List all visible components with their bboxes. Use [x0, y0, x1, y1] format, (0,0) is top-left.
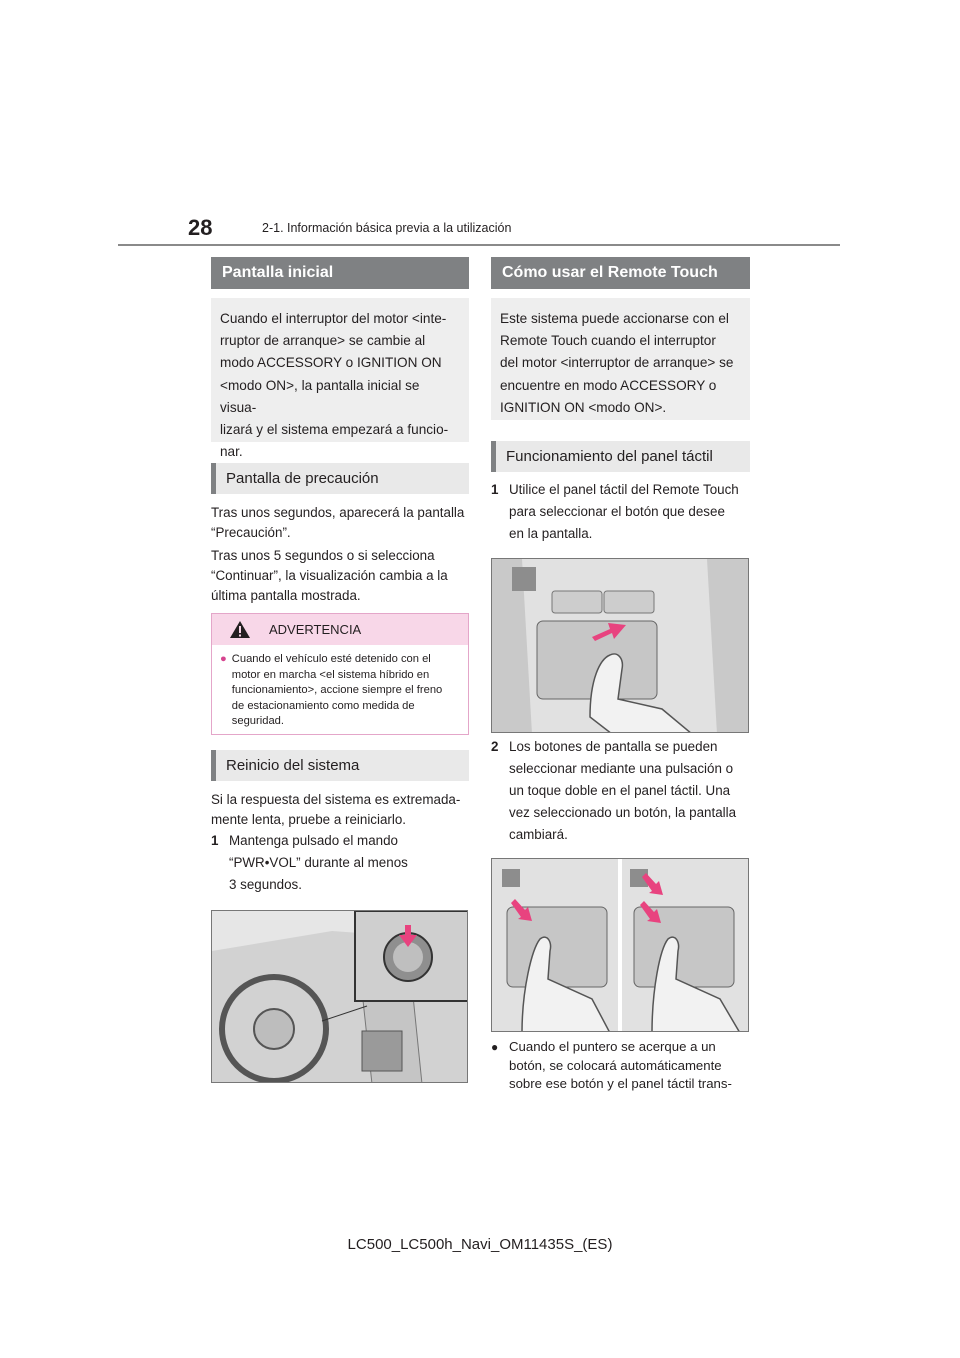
warning-triangle-icon	[229, 620, 251, 639]
text-line: última pantalla mostrada.	[211, 588, 361, 603]
warning-line: seguridad.	[231, 715, 285, 728]
paragraph-precaucion-2	[211, 546, 471, 606]
step-line: vez seleccionado un botón, la pantalla	[509, 805, 737, 820]
info-line: nar.	[220, 444, 243, 460]
step-line: Utilice el panel táctil del Remote Touch	[509, 482, 739, 497]
warning-title: ADVERTENCIA	[269, 622, 362, 637]
warning-line: Cuando el vehículo esté detenido con el	[231, 653, 431, 665]
step-panel-2	[491, 736, 753, 846]
touchpad-swipe-drawing	[492, 559, 749, 733]
heading-remote-touch: Cómo usar el Remote Touch	[491, 257, 750, 289]
info-line: rruptor de arranque> se cambie al	[220, 333, 426, 349]
info-line: del motor <interruptor de arranque> se	[500, 355, 734, 371]
paragraph-precaucion-1	[211, 503, 471, 543]
bullet-line: Cuando el puntero se acerque a un	[509, 1039, 716, 1054]
info-box-pantalla-inicial	[211, 298, 469, 460]
illustration-touchpad-swipe	[491, 558, 749, 733]
info-line: Este sistema puede accionarse con el	[500, 311, 729, 326]
illustration-touchpad-tap	[491, 858, 749, 1032]
info-box-remote-touch	[491, 298, 750, 420]
step-number: 2	[491, 739, 499, 754]
subheading-pantalla-precaucion: Pantalla de precaución	[211, 463, 469, 494]
step-line: seleccionar mediante una pulsación o	[509, 761, 734, 776]
document-code: LC500_LC500h_Navi_OM11435S_(ES)	[347, 1236, 613, 1253]
subheading-reinicio: Reinicio del sistema	[211, 750, 469, 781]
step-line: “PWR•VOL” durante al menos	[229, 855, 408, 870]
page-number: 28	[188, 215, 213, 240]
illustration-car-interior	[211, 910, 468, 1083]
step-number: 1	[211, 833, 219, 848]
text-line: mente lenta, pruebe a reiniciarlo.	[211, 812, 407, 827]
step-line: Los botones de pantalla se pueden	[509, 739, 718, 754]
bullet-line: botón, se colocará automáticamente	[509, 1057, 722, 1073]
bullet-line: sobre ese botón y el panel táctil trans-	[509, 1076, 732, 1091]
step-panel-1	[491, 479, 753, 545]
warning-header	[212, 614, 468, 645]
paragraph-reinicio	[211, 790, 471, 830]
text-line: Tras unos segundos, aparecerá la pantalla	[211, 505, 465, 520]
bullet-puntero	[491, 1038, 753, 1094]
text-line: Si la respuesta del sistema es extremada-	[211, 792, 461, 807]
step-reinicio-1	[211, 830, 471, 896]
step-line: un toque doble en el panel táctil. Una	[509, 783, 731, 798]
info-line: <modo ON>, la pantalla inicial se visua-	[220, 377, 420, 415]
section-title: 2-1. Información básica previa a la utilización	[262, 221, 512, 235]
car-interior-drawing	[212, 911, 468, 1083]
info-line: encuentre en modo ACCESSORY o	[500, 377, 717, 393]
info-line: Cuando el interruptor del motor <inte-	[220, 311, 447, 326]
text-line: “Continuar”, la visualización cambia a la	[211, 568, 448, 583]
step-line: para seleccionar el botón que desee	[509, 504, 725, 519]
header-rule	[118, 244, 840, 246]
bullet-icon: ●	[220, 653, 227, 665]
step-line: Mantenga pulsado el mando	[229, 833, 398, 848]
warning-line: de estacionamiento como medida de	[231, 699, 415, 712]
text-line: “Precaución”.	[211, 525, 291, 540]
step-line: cambiará.	[509, 827, 568, 842]
step-line: 3 segundos.	[229, 877, 302, 892]
info-line: modo ACCESSORY o IGNITION ON	[220, 355, 442, 371]
step-line: en la pantalla.	[509, 526, 593, 541]
touchpad-tap-drawing	[492, 859, 749, 1032]
warning-body	[212, 645, 468, 736]
warning-line: funcionamiento>, accione siempre el freno	[231, 684, 443, 697]
warning-line: motor en marcha <el sistema híbrido en	[231, 668, 430, 681]
info-line: IGNITION ON <modo ON>.	[500, 399, 667, 415]
step-number: 1	[491, 482, 499, 497]
subheading-panel-tactil: Funcionamiento del panel táctil	[491, 441, 750, 472]
bullet-icon: ●	[491, 1040, 499, 1054]
heading-pantalla-inicial: Pantalla inicial	[211, 257, 469, 289]
info-line: Remote Touch cuando el interruptor	[500, 333, 716, 349]
warning-box	[211, 613, 469, 735]
text-line: Tras unos 5 segundos o si selecciona	[211, 548, 435, 563]
info-line: lizará y el sistema empezará a funcio-	[220, 422, 449, 438]
